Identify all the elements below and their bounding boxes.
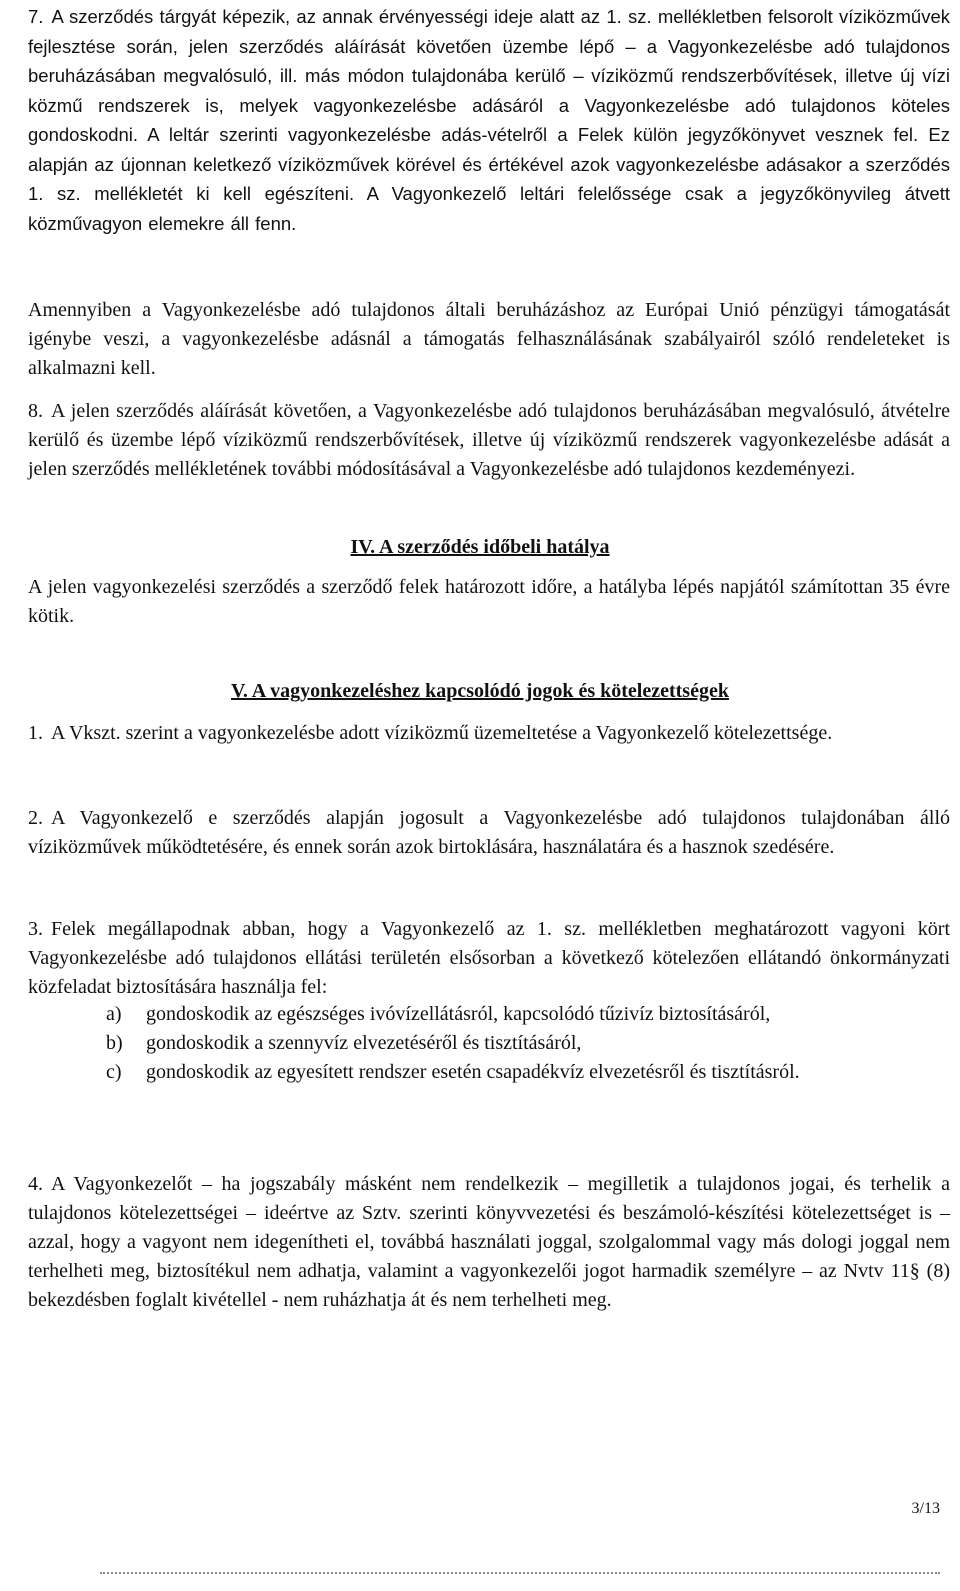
paragraph-number: 8. (28, 400, 43, 422)
item-text: A Vagyonkezelőt – ha jogszabály másként nem rendelkezik – megilletik a tulajdonos jogai, és terhelik a tulajdonos kötelezettségei – ideértve az Sztv. szerinti könyvvezetési és beszámoló-készítési kötelezettséget is – azzal, hogy a vagyont nem idegenítheti el, továbbá használati joggal, szolgalommal vagy más dologi joggal nem terhelheti meg, biztosítékul nem adhatja, valamint a vagyonkezelői jogot harmadik személyre – az Nvtv 11§ (8) bekezdésben foglalt kivétellel - nem ruházhatja át és nem terhelheti meg. (28, 1173, 950, 1311)
paragraph-7-continuation: Amennyiben a Vagyonkezelésbe adó tulajdonos általi beruházáshoz az Európai Unió pénzügyi támogatását igénybe veszi, a vagyonkezelésbe adásnál a támogatás felhasználásának szabályairól szóló rendeleteket is alkalmazni kell. (28, 299, 950, 379)
list-marker: b) (106, 1032, 123, 1054)
section-iv-text: A jelen vagyonkezelési szerződés a szerződő felek határozott időre, a hatályba lépés napjától számítottan 35 évre kötik. (28, 576, 950, 627)
section-v-item-1 (28, 719, 950, 748)
list-marker: a) (106, 1003, 122, 1025)
item-number: 3. (28, 918, 43, 940)
item-number: 1. (28, 722, 43, 744)
paragraph-7 (28, 2, 950, 238)
paragraph-number: 7. (28, 6, 44, 27)
list-item (106, 1000, 950, 1029)
list-item-text: gondoskodik az egyesített rendszer esetén csapadékvíz elvezetésről és tisztításról. (146, 1061, 800, 1083)
item-text: A Vagyonkezelő e szerződés alapján jogosult a Vagyonkezelésbe adó tulajdonos tulajdonában álló víziközművek működtetésére, és ennek során azok birtoklására, használatára és a hasznok szedésére. (28, 807, 950, 858)
paragraph-text: A jelen szerződés aláírását követően, a Vagyonkezelésbe adó tulajdonos beruházásában megvalósuló, átvételre kerülő és üzembe lépő víziközmű rendszerbővítések, illetve új víziközmű rendszerek vagyonkezelésbe adását a jelen szerződés mellékletének további módosításával a Vagyonkezelésbe adó tulajdonos kezdeményezi. (28, 400, 950, 480)
list-item (106, 1058, 950, 1087)
section-v-item-2 (28, 804, 950, 862)
paragraph-8 (28, 397, 950, 484)
list-item (106, 1029, 950, 1058)
list-marker: c) (106, 1061, 122, 1083)
list-item-text: gondoskodik az egészséges ivóvízellátásról, kapcsolódó tűzivíz biztosításáról, (146, 1003, 771, 1025)
item-text: Felek megállapodnak abban, hogy a Vagyonkezelő az 1. sz. mellékletben meghatározott vagyoni kört Vagyonkezelésbe adó tulajdonos ellátási területén elsősorban a következő kötelezően ellátandó önkormányzati közfeladat biztosítására használja fel: (28, 918, 950, 998)
page-number: 3/13 (911, 1500, 940, 1517)
item-text: A Vkszt. szerint a vagyonkezelésbe adott víziközmű üzemeltetése a Vagyonkezelő kötelezettsége. (51, 722, 833, 744)
section-heading-v: V. A vagyonkezeléshez kapcsolódó jogok és kötelezettségek (231, 680, 729, 702)
item-number: 4. (28, 1173, 43, 1195)
item-number: 2. (28, 807, 43, 829)
section-v-item-4 (28, 1170, 950, 1315)
section-v-item-3-sublist (106, 1000, 950, 1087)
paragraph-text: A szerződés tárgyát képezik, az annak érvényességi ideje alatt az 1. sz. mellékletben felsorolt víziközművek fejlesztése során, jelen szerződés aláírását követően üzembe lépő – a Vagyonkezelésbe adó tulajdonos beruházásában megvalósuló, ill. más módon tulajdonába kerülő – víziközmű rendszerbővítések, illetve új vízi közmű rendszerek is, melyek vagyonkezelésbe adásáról a Vagyonkezelésbe adó tulajdonos köteles gondoskodni. A leltár szerinti vagyonkezelésbe adás-vételről a Felek külön jegyzőkönyvet vesznek fel. Ez alapján az újonnan keletkező víziközművek körével és értékével azok vagyonkezelésbe adásakor a szerződés 1. sz. mellékletét ki kell egészíteni. A Vagyonkezelő leltári felelőssége csak a jegyzőkönyvileg átvett közművagyon elemekre áll fenn. (28, 6, 950, 234)
list-item-text: gondoskodik a szennyvíz elvezetéséről és tisztításáról, (146, 1032, 582, 1054)
footer-divider (100, 1572, 940, 1574)
section-v-item-3 (28, 915, 950, 1002)
section-heading-iv: IV. A szerződés időbeli hatálya (350, 536, 610, 558)
